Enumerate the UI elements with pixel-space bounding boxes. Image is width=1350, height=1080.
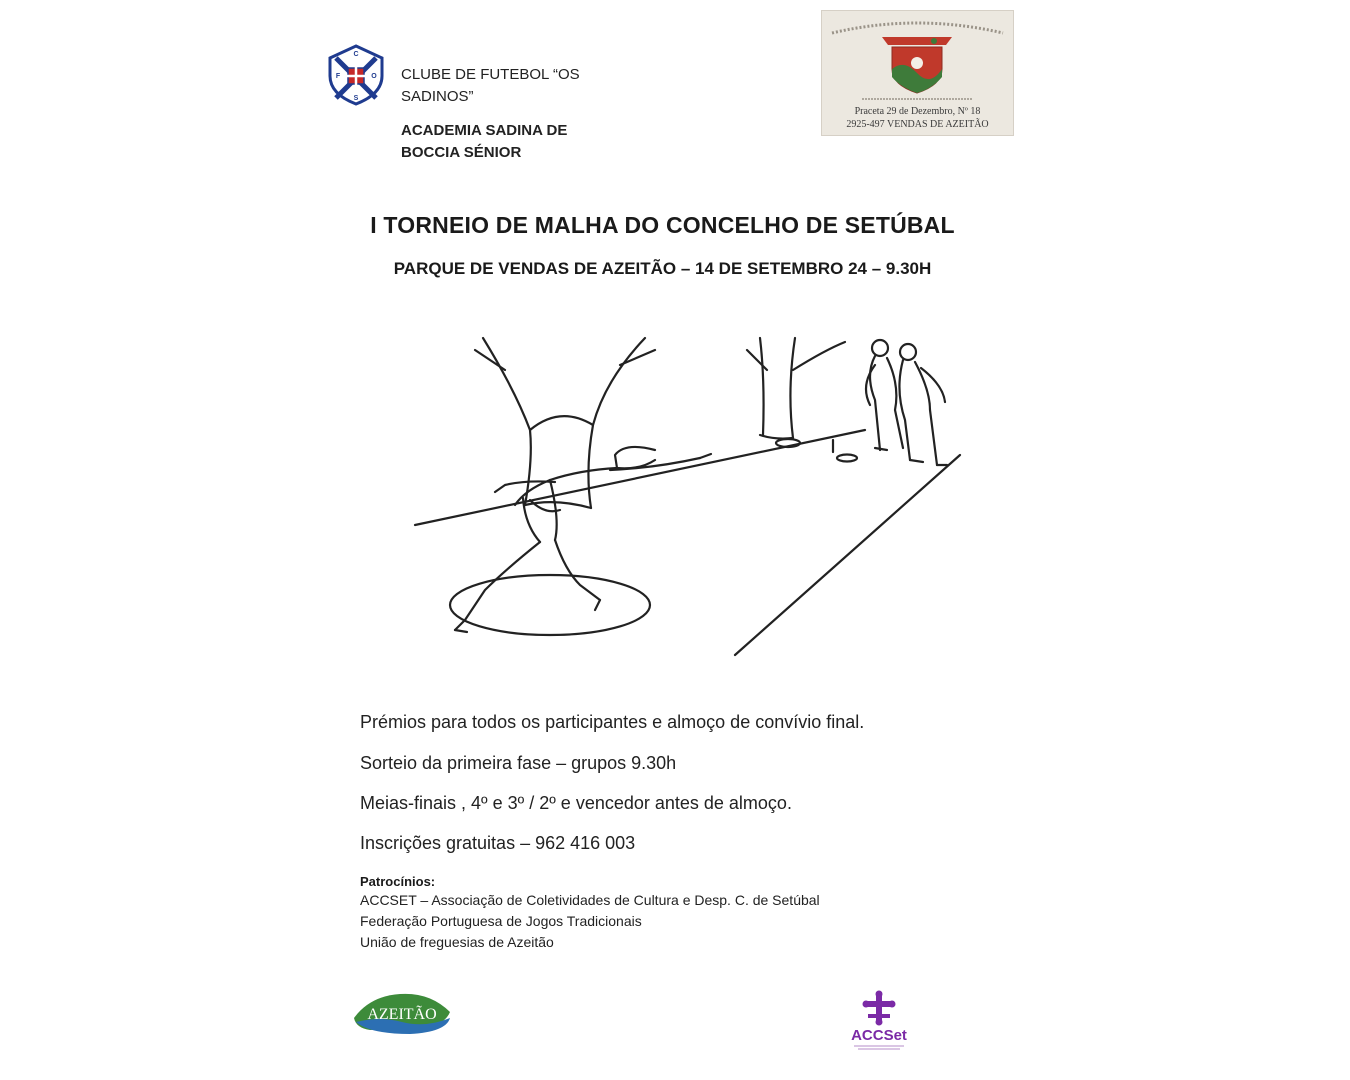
info-registration: Inscrições gratuitas – 962 416 003 [360, 833, 636, 853]
info-finals: Meias-finais , 4º e 3º / 2º e vencedor antes de almoço. [360, 793, 792, 813]
accset-logo-text: ACCSet [851, 1027, 907, 1044]
accset-logo [834, 990, 924, 1052]
club-logo [326, 44, 386, 106]
info-draw: Sorteio da primeira fase – grupos 9.30h [360, 753, 677, 773]
club-name: CLUBE DE FUTEBOL “OS SADINOS” [401, 66, 580, 105]
sponsor-item: Federação Portuguesa de Jogos Tradicionais [360, 913, 642, 929]
stamp-address-line: 2925-497 VENDAS DE AZEITÃO [846, 119, 989, 130]
event-subtitle: PARQUE DE VENDAS DE AZEITÃO – 14 DE SETEMBRO 24 – 9.30H [393, 259, 932, 278]
malha-players-illustration [355, 330, 967, 660]
azeitao-logo [350, 988, 454, 1036]
club-logo-letter: F [335, 73, 341, 80]
azeitao-logo-text: AZEITÃO [367, 1006, 437, 1023]
stamp-address-line: Praceta 29 de Dezembro, Nº 18 [854, 106, 981, 117]
sponsor-item: União de freguesias de Azeitão [360, 934, 554, 950]
club-logo-letter: C [353, 51, 359, 58]
club-logo-letter: S [353, 95, 359, 102]
event-title: I TORNEIO DE MALHA DO CONCELHO DE SETÚBAL [370, 212, 955, 238]
info-prizes: Prémios para todos os participantes e almoço de convívio final. [360, 712, 865, 732]
association-stamp [821, 10, 1014, 136]
academy-name: ACADEMIA SADINA DE BOCCIA SÉNIOR [401, 122, 568, 161]
association-emblem [822, 11, 1013, 101]
sponsor-item: ACCSET – Associação de Coletividades de Cultura e Desp. C. de Setúbal [360, 892, 820, 908]
sponsors-title: Patrocínios: [360, 874, 436, 889]
club-logo-letter: O [371, 73, 377, 80]
